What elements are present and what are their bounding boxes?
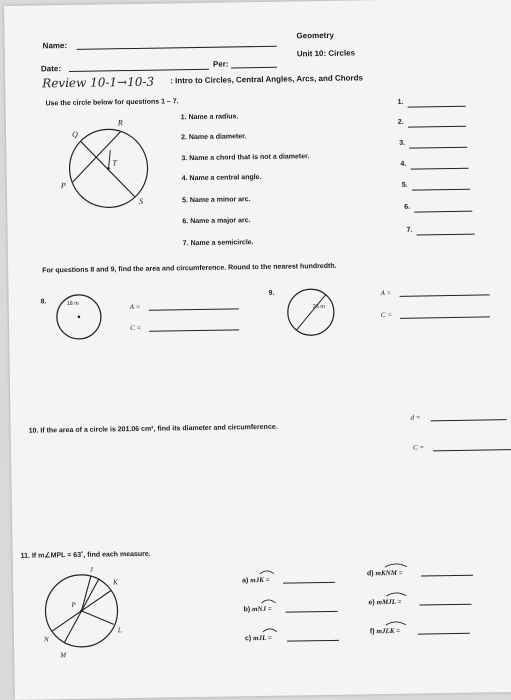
point-label-m: M (60, 651, 67, 660)
center-8 (78, 316, 81, 319)
label-9: 25 m (312, 303, 326, 311)
part-c: c) mJL = (244, 633, 272, 643)
question-9-number: 9. (268, 289, 275, 297)
review-handwritten: Review 10-1→10-3 (42, 74, 155, 91)
part-e: e) mMJL = (368, 597, 402, 607)
unit-title: Unit 10: Circles (296, 48, 356, 59)
answer-7-label: 7. (406, 226, 413, 234)
diameter-10-field[interactable] (431, 419, 507, 421)
section1-instruction: Use the circle below for questions 1 – 7. (45, 98, 179, 108)
point-label-k: K (113, 578, 118, 587)
name-label: Name: (42, 41, 68, 51)
question-1: 1. Name a radius. (180, 113, 239, 122)
label-8: 18 in (66, 300, 79, 308)
date-field[interactable] (69, 69, 209, 72)
part-b-field[interactable] (286, 611, 338, 613)
point-label-r: R (117, 118, 123, 128)
part-a: a) mJK = (242, 575, 270, 585)
area-8-field[interactable] (149, 308, 239, 310)
question-3: 3. Name a chord that is not a diameter. (181, 153, 310, 163)
point-label-t: T (112, 158, 117, 168)
radius-t (108, 150, 110, 168)
point-label-j: J (89, 565, 94, 574)
review-title: : Intro to Circles, Central Angles, Arcs, and Chords (170, 73, 364, 86)
arc-symbol-e (385, 591, 407, 597)
part-b: b) mNJ = (243, 604, 272, 614)
part-e-field[interactable] (419, 604, 471, 606)
point-label-n: N (43, 635, 49, 644)
question-11: 11. If m∠MPL = 63˚, find each measure. (20, 550, 151, 560)
answer-2-label: 2. (397, 118, 404, 126)
answer-1-field[interactable] (408, 106, 466, 108)
course-title: Geometry (296, 30, 334, 41)
answer-5-field[interactable] (412, 189, 470, 191)
point-label-q: Q (71, 129, 78, 139)
area-8-label: A = (129, 302, 141, 312)
question-7: 7. Name a semicircle. (182, 239, 254, 248)
arc-symbol-d (384, 562, 408, 568)
section2-instruction: For questions 8 and 9, find the area and circumference. Round to the nearest hundredth. (42, 262, 337, 275)
point-label-l: L (117, 626, 122, 635)
answer-4-label: 4. (400, 160, 407, 168)
area-9-field[interactable] (400, 294, 490, 296)
point-label-s: S (139, 196, 144, 206)
chord-rp (72, 131, 122, 182)
area-9-label: A = (380, 288, 392, 298)
period-label: Per: (212, 59, 229, 69)
name-field[interactable] (77, 46, 277, 50)
arc-symbol-a (259, 569, 275, 575)
circ-8-field[interactable] (149, 329, 239, 331)
arc-symbol-c (262, 627, 278, 633)
worksheet-page (4, 0, 511, 700)
circ-10-label: C = (412, 443, 425, 452)
answer-3-label: 3. (399, 139, 406, 147)
answer-3-field[interactable] (409, 147, 467, 149)
part-d: d) mKNM = (366, 568, 403, 578)
question-2: 2. Name a diameter. (181, 133, 247, 142)
part-c-field[interactable] (287, 640, 339, 642)
period-field[interactable] (231, 67, 277, 69)
question-4: 4. Name a central angle. (181, 173, 262, 183)
circ-9-field[interactable] (400, 316, 490, 318)
answer-7-field[interactable] (417, 234, 475, 236)
point-label-p: P (60, 181, 66, 191)
question-5: 5. Name a minor arc. (182, 196, 251, 205)
answer-1-label: 1. (397, 98, 404, 106)
circle-diagram-9 (282, 286, 343, 343)
diameter-9 (296, 295, 327, 330)
answer-4-field[interactable] (411, 168, 469, 170)
radius-pl (82, 610, 114, 625)
arc-symbol-b (260, 598, 276, 604)
part-f-field[interactable] (418, 633, 470, 635)
question-6: 6. Name a major arc. (182, 217, 251, 226)
circle-diagram-1 (46, 113, 188, 215)
part-d-field[interactable] (421, 575, 473, 577)
circle-diagram-8 (53, 292, 114, 343)
circ-9-label: C = (380, 310, 393, 320)
circ-8-label: C = (130, 323, 142, 333)
question-10: 10. If the area of a circle is 201.06 cm², find its diameter and circumference. (28, 423, 278, 435)
circle-diagram-11 (33, 564, 145, 666)
part-f: f) mJLK = (369, 626, 401, 636)
diameter-10-label: d = (410, 413, 421, 422)
circ-10-field[interactable] (433, 449, 511, 451)
question-8-number: 8. (40, 298, 47, 306)
arc-symbol-f (385, 620, 407, 626)
answer-2-field[interactable] (408, 126, 466, 128)
answer-5-label: 5. (401, 181, 408, 189)
answer-6-label: 6. (404, 203, 411, 211)
answer-6-field[interactable] (414, 211, 472, 213)
date-label: Date: (40, 64, 62, 74)
part-a-field[interactable] (283, 582, 335, 584)
point-label-p11: P (71, 600, 76, 610)
